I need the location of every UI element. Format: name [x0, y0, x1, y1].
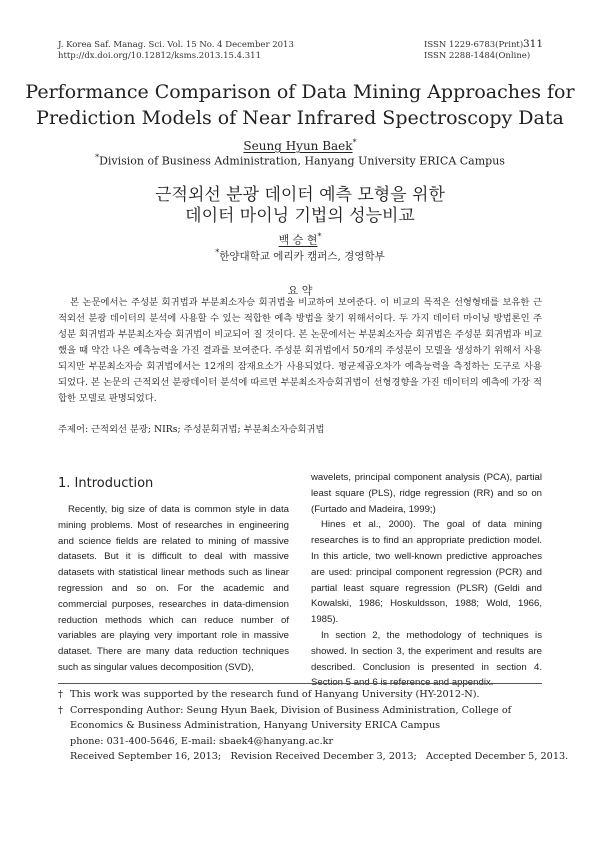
issn-block	[424, 40, 530, 62]
korean-affiliation-mark: *	[215, 248, 220, 257]
intro-paragraph-right-2: Hines et al., 2000). The goal of data mining researches is to find an appropriate prediction model. In this article, two well-known predictive approaches are used: principal component regression (PCR) and partial least square regression (PLSR) (Geldi and Kowalski, 1986; Hoskuldsson, 1988; Wold, 1966, 1985).	[311, 519, 542, 626]
page-number: 311	[523, 38, 544, 50]
paper-title-line1: Performance Comparison of Data Mining Approaches for	[25, 81, 575, 103]
intro-paragraph-right-1: wavelets, principal component analysis (PCA), partial least square (PLS), ridge regression (RR) and so on (Furtado and Madeira, 1999;)	[311, 472, 542, 515]
dagger-mark: †	[58, 704, 63, 716]
author-name-text: Seung Hyun Baek	[243, 139, 353, 153]
korean-title-line1: 근적외선 분광 데이터 예측 모형을 위한	[155, 185, 445, 205]
corresponding-line2: Economics & Business Administration, Hanyang University ERICA Campus	[70, 720, 441, 731]
intro-paragraph-left: Recently, big size of data is common style in data mining problems. Most of researches in engineering and science fields are related to mining of massive datasets. But it is difficult to deal with massive datasets with statistical linear methods such as linear regression and so on. For the academic and commercial purposes, researches in data-dimension reduction methods which can reduce number of variables are playing very important role in massive dataset. There are many data reduction techniques such as singular values decomposition (SVD),	[58, 504, 289, 673]
korean-author-mark: *	[317, 232, 322, 241]
korean-author-text: 백 승 현	[278, 233, 318, 247]
corresponding-line1: Corresponding Author: Seung Hyun Baek, Division of Business Administration, College of	[70, 704, 512, 716]
left-column	[58, 502, 289, 676]
doi-link[interactable]: http://dx.doi.org/10.12812/ksms.2013.15.4.311	[58, 51, 261, 61]
funding-text: This work was supported by the research fund of Hanyang University (HY-2012-N).	[70, 689, 480, 700]
korean-abstract-text: 본 논문에서는 주성분 회귀법과 부분최소자승 회귀법을 비교하여 보여준다. 이 비교의 목적은 선형형태를 보유한 근적외선 분광 데이터의 분석에 사용할 수 있는 적합한 예측 방법을 찾기 위해서이다. 두 가지 데이터 마이닝 방법론인 주성분 회귀법과 부분최소자승 회귀법이 비교되어 질 것이다. 본 논문에서는 부분최소자승 회귀법은 주성분 회귀법과 비교했을 때 약간 나은 예측능력을 가진 결과를 보여준다. 주성분 회귀법에서 50개의 주성분이 모델을 생성하기 위해서 사용되지만 부분최소자승 회귀법에서는 12개의 잠재요소가 사용되었다. 평균제곱오차가 예측능력을 측정하는 도구로 사용되었다. 본 논문의 근적외선 분광데이터 분석에 따르면 부분최소자승회귀법이 선형경향을 가진 데이터의 예측에 가장 적합한 모델로 판명되었다.	[58, 297, 542, 404]
keywords: 주제어: 근적외선 분광; NIRs; 주성분회귀법; 부분최소자승회귀법	[58, 424, 325, 435]
issn-print: ISSN 1229-6783(Print)	[424, 40, 524, 50]
abstract-heading: 요 약	[287, 284, 313, 297]
footnotes	[58, 687, 569, 765]
affiliation	[0, 151, 600, 169]
author-mark: *	[352, 138, 357, 147]
korean-abstract	[58, 295, 542, 407]
corresponding-line3: phone: 031-400-5646, E-mail: sbaek4@hanyang.ac.kr	[70, 735, 334, 747]
korean-affiliation	[0, 246, 600, 264]
corresponding-footnote	[58, 703, 548, 719]
issn-online: ISSN 2288-1484(Online)	[424, 51, 531, 61]
korean-affiliation-text: 한양대학교 에리카 캠퍼스, 경영학부	[219, 250, 385, 263]
affiliation-text: Division of Business Administration, Hanyang University ERICA Campus	[99, 154, 505, 168]
received-dates: Received September 16, 2013; Revision Received December 3, 2013; Accepted December 5, 2013.	[70, 751, 569, 762]
journal-citation	[58, 40, 294, 62]
funding-footnote	[58, 687, 548, 703]
footnote-divider	[58, 683, 542, 684]
affiliation-mark: *	[95, 153, 100, 162]
korean-author	[0, 229, 600, 248]
right-column	[311, 470, 542, 691]
intro-paragraph-right-3: In section 2, the methodology of techniques is showed. In section 3, the experiment and results are described. Conclusion is presented in section 4. Section 5 and 6 is reference and appendix.	[311, 629, 542, 689]
dagger-mark: †	[58, 689, 63, 700]
section-heading-introduction: 1. Introduction	[58, 476, 154, 491]
korean-title-line2: 데이터 마이닝 기법의 성능비교	[185, 206, 415, 226]
journal-name: J. Korea Saf. Manag. Sci. Vol. 15 No. 4 December 2013	[58, 40, 294, 50]
paper-title-line2: Prediction Models of Near Infrared Spectroscopy Data	[36, 107, 564, 129]
